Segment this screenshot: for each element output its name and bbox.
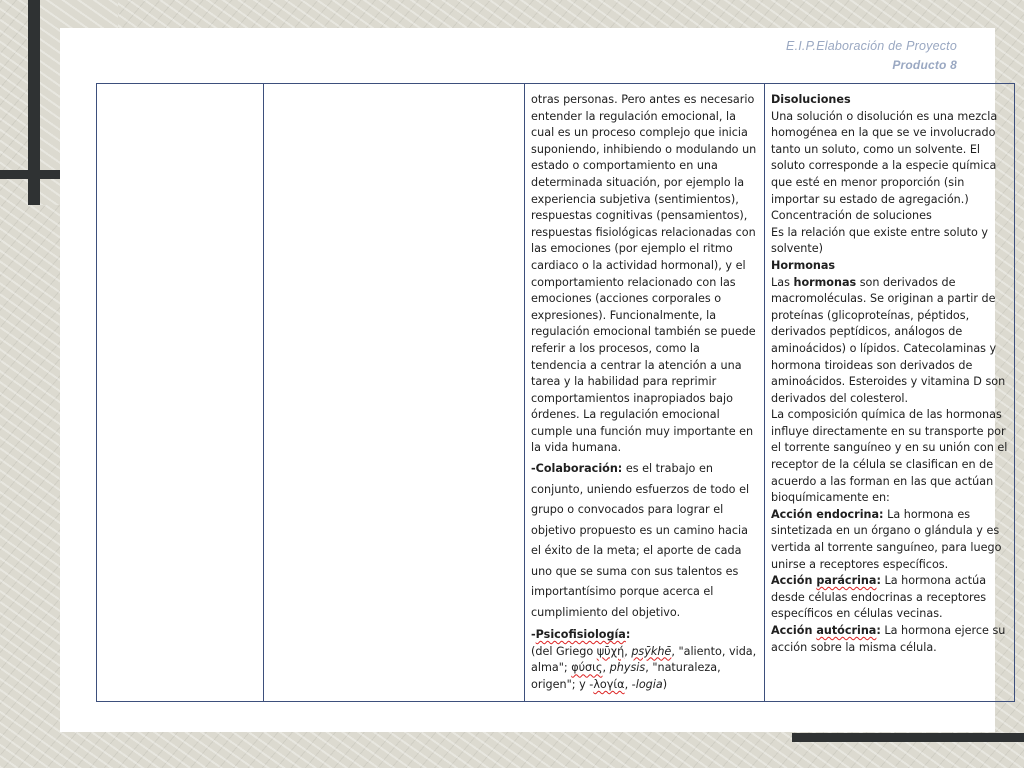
content-table bbox=[96, 83, 1015, 702]
endocrine-text: La hormona es sintetizada en un órgano o glándula y es vertida al torrente sanguíneo, para luego unirse a receptores específicos. bbox=[771, 507, 1002, 571]
dissolutions-heading: Disoluciones bbox=[771, 93, 851, 106]
left-accent-bar bbox=[0, 170, 60, 179]
collaboration-term: -Colaboración: bbox=[531, 462, 623, 476]
table-row bbox=[97, 84, 1015, 702]
regulation-paragraph: otras personas. Pero antes es necesario entender la regulación emocional, la cual es un proceso complejo que inicia suponiendo, inhibiendo o modulando un estado o comportamiento en una determinada situación, por ejemplo la experiencia subjetiva (sentimientos), respuestas cognitivas (pensamientos), respuestas fisiológicas relacionadas con las emociones (por ejemplo el ritmo cardiaco o la actividad hormonal), y el comportamiento relacionado con las emociones (acciones corporales o expresiones). Funcionalmente, la regulación emocional también se puede referir a los procesos, como la tendencia a centrar la atención a una tarea y la habilidad para reprimir comportamientos inapropiados bajo órdenes. La regulación emocional cumple una función muy importante en la vida humana. bbox=[531, 93, 757, 455]
translit-physis: physis bbox=[609, 661, 646, 675]
etym-text-a: (del Griego bbox=[531, 644, 597, 658]
collaboration-paragraph bbox=[531, 459, 758, 623]
autocrine-paragraph bbox=[771, 623, 1008, 656]
etym-text-g: ) bbox=[662, 677, 668, 691]
header-product-number: Producto 8 bbox=[892, 58, 957, 72]
autocrine-text: La hormona ejerce su acción sobre la misma célula. bbox=[771, 624, 1006, 654]
hormones-text-a: Las bbox=[771, 275, 794, 289]
paracrine-colon: : bbox=[876, 574, 881, 588]
table-cell-empty-1 bbox=[97, 84, 264, 702]
psychophysiology-heading bbox=[531, 627, 758, 644]
paracrine-term: parácrina bbox=[816, 574, 877, 588]
concentration-title: Concentración de soluciones bbox=[771, 209, 932, 223]
etym-text-d: , bbox=[602, 661, 610, 675]
table-cell-emotional-regulation bbox=[525, 84, 765, 702]
endocrine-term: Acción endocrina: bbox=[771, 507, 884, 521]
hormones-text-c: son derivados de macromoléculas. Se originan a partir de proteínas (glicoproteínas, péptidos, derivados peptídicos, análogos de aminoácidos) o lípidos. Catecolaminas y hormona tiroideas son derivados de aminoácidos. Esteroides y vitamina D son derivados del colesterol. bbox=[771, 275, 1006, 405]
concentration-text: Es la relación que existe entre soluto y solvente) bbox=[771, 225, 989, 256]
psico-dash: - bbox=[531, 628, 536, 642]
hormones-heading: Hormonas bbox=[771, 258, 836, 272]
bottom-accent-bar bbox=[792, 733, 1024, 742]
collaboration-text: es el trabajo en conjunto, uniendo esfuerzos de todo el grupo o convocados para lograr el objetivo propuesto es un camino hacia el éxito de la meta; el aporte de cada uno que se suma con sus talentos es importantísimo porque acerca el cumplimiento del objetivo. bbox=[531, 462, 750, 619]
header-project-title: E.I.P.Elaboración de Proyecto bbox=[786, 39, 957, 53]
translit-psyche: psȳkhē bbox=[631, 644, 672, 658]
autocrine-term-a: Acción bbox=[771, 624, 817, 637]
greek-logia: λογία bbox=[593, 677, 625, 691]
greek-psyche: ψῡχή bbox=[596, 644, 625, 658]
etym-text-f: , - bbox=[624, 677, 636, 691]
endocrine-paragraph bbox=[771, 507, 1008, 573]
hormones-paragraph bbox=[771, 275, 1008, 408]
paracrine-term-a: Acción bbox=[771, 574, 817, 588]
greek-physis: φύσις bbox=[571, 661, 603, 675]
paracrine-paragraph bbox=[771, 573, 1008, 623]
autocrine-term: autócrina bbox=[816, 624, 877, 637]
document-page bbox=[60, 28, 1008, 732]
hormones-composition: La composición química de las hormonas influye directamente en su transporte por el torrente sanguíneo y en su unión con el receptor de la célula se clasifican en de acuerdo a las forman en las que actúan bioquímicamente en: bbox=[771, 408, 1008, 505]
etym-text-c: , "aliento, vida, alma"; bbox=[531, 644, 757, 675]
hormones-term: hormonas bbox=[793, 275, 857, 289]
dissolutions-text: Una solución o disolución es una mezcla homogénea en la que se ve involucrado tanto un soluto, como un solvente. El soluto corresponde a la especie química que esté en menor proporción (sin importar su estado de agregación.) bbox=[771, 109, 998, 206]
etym-text-e: , "naturaleza, origen"; y - bbox=[531, 661, 721, 691]
paracrine-text: La hormona actúa desde células endocrinas a receptores específicos en células vecinas. bbox=[771, 574, 987, 621]
autocrine-colon: : bbox=[876, 624, 881, 637]
psico-colon: : bbox=[625, 628, 631, 642]
table-cell-chemistry bbox=[765, 84, 1015, 702]
etym-text-b: , bbox=[624, 644, 632, 658]
translit-logia: logia bbox=[635, 677, 663, 691]
psychophysiology-term: Psicofisiología bbox=[535, 628, 626, 642]
etymology-paragraph bbox=[531, 644, 758, 694]
table-cell-empty-2 bbox=[264, 84, 525, 702]
